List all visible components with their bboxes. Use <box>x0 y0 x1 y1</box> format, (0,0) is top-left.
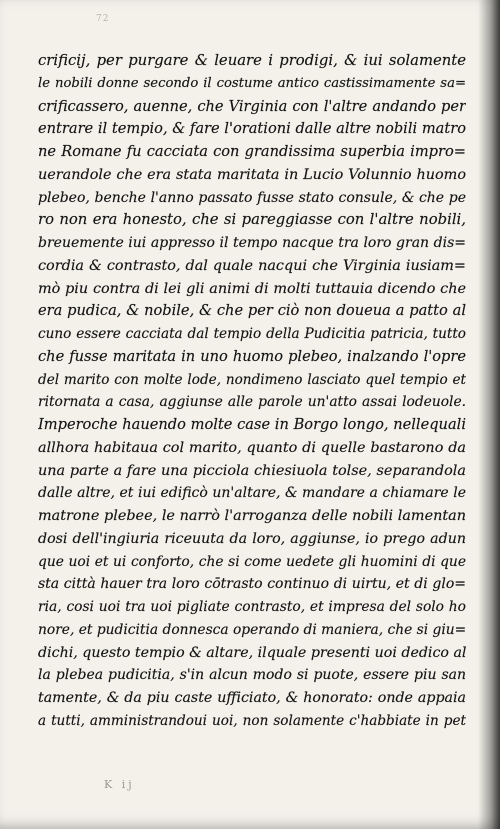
text-line: a tutti, amministrandoui uoi, non solamente c'habbiate in pet <box>38 712 466 729</box>
text-line: tamente, & da piu caste ufficiato, & honorato: onde appaia <box>38 690 466 706</box>
text-line: una parte a fare una picciola chiesiuola tolse, separandola <box>38 462 466 479</box>
text-line: entrare il tempio, & fare l'orationi dalle altre nobili matro <box>38 120 466 138</box>
text-line: ro non era honesto, che si pareggiasse con l'altre nobili, <box>38 211 466 229</box>
text-line: uerandole che era stata maritata in Lucio Volunnio huomo <box>38 166 466 183</box>
text-line: Imperoche hauendo molte case in Borgo longo, nellequali <box>38 416 466 433</box>
text-line: allhora habitaua col marito, quanto di quelle bastarono da <box>38 439 466 456</box>
text-line: que uoi et ui conforto, che si come uedete gli huomini di que <box>38 553 466 570</box>
text-line: plebeo, benche l'anno passato fusse stato consule, & che pe <box>38 189 466 206</box>
text-line: dosi dell'ingiuria riceuuta da loro, aggiunse, io prego adun <box>38 530 466 547</box>
body-text <box>38 50 466 733</box>
text-line: le nobili donne secondo il costume antico castissimamente sa= <box>38 75 466 91</box>
text-line: cuno essere cacciata dal tempio della Pudicitia patricia, tutto <box>38 326 466 342</box>
text-line: del marito con molte lode, nondimeno lasciato quel tempio et <box>38 371 466 388</box>
text-line: breuemente iui appresso il tempo nacque tra loro gran dis= <box>38 235 466 251</box>
text-line: dichi, questo tempio & altare, ilquale presenti uoi dedico al <box>38 644 466 661</box>
spine-shadow <box>478 0 500 829</box>
text-line: matrone plebee, le narrò l'arroganza delle nobili lamentan <box>38 508 466 524</box>
text-line: crificij, per purgare & leuare i prodigi, & iui solamente <box>38 52 466 69</box>
text-line: ria, cosi uoi tra uoi pigliate contrasto, et impresa del solo ho <box>38 599 466 615</box>
text-line: dalle altre, et iui edificò un'altare, & mandare a chiamare le <box>38 485 466 502</box>
text-line: cordia & contrasto, dal quale nacqui che Virginia iusiam= <box>38 257 466 274</box>
text-line: la plebea pudicitia, s'in alcun modo si puote, essere piu san <box>38 667 466 684</box>
text-line: ritornata a casa, aggiunse alle parole un'atto assai lodeuole. <box>38 394 466 411</box>
text-line: mò piu contra di lei gli animi di molti tuttauia dicendo che <box>38 280 466 297</box>
text-line: nore, et pudicitia donnesca operando di maniera, che si giu= <box>38 621 466 638</box>
text-line: ne Romane fu cacciata con grandissima superbia impro= <box>38 143 466 160</box>
page-number-mark: 72 <box>96 14 110 24</box>
signature-mark: K ij <box>104 778 135 791</box>
text-line: crificassero, auenne, che Virginia con l'altre andando per <box>38 97 466 115</box>
text-line: sta città hauer tra loro cōtrasto continuo di uirtu, et di glo= <box>38 576 466 593</box>
text-line: che fusse maritata in uno huomo plebeo, inalzando l'opre <box>38 347 466 365</box>
text-line: era pudica, & nobile, & che per ciò non doueua a patto al <box>38 302 466 320</box>
